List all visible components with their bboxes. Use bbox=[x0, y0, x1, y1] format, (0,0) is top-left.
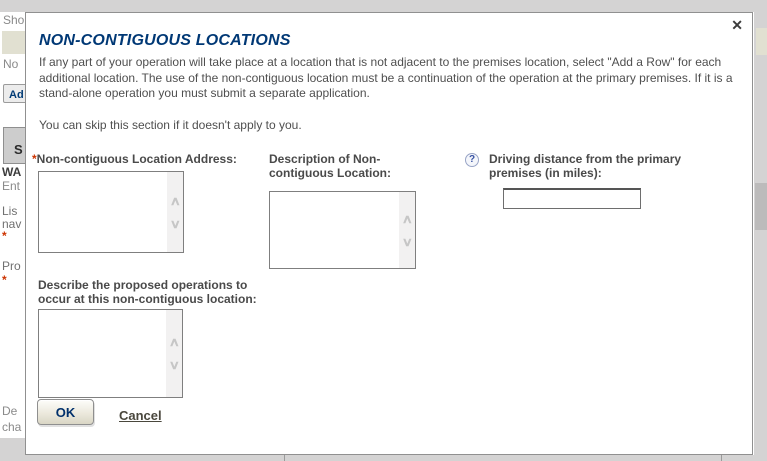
dialog-title: NON-CONTIGUOUS LOCATIONS bbox=[39, 32, 291, 49]
background-text-nav: nav bbox=[2, 217, 22, 231]
background-text-show: Sho bbox=[3, 13, 25, 27]
close-icon[interactable]: ✕ bbox=[731, 17, 743, 33]
scrollbar-down-icon[interactable]: ∨ bbox=[169, 216, 181, 231]
address-scrollbar[interactable] bbox=[167, 172, 183, 252]
background-beige-bar-right bbox=[756, 28, 767, 55]
operations-textarea[interactable] bbox=[39, 310, 166, 397]
operations-label: Describe the proposed operations to occur at this non-contiguous location: bbox=[38, 278, 257, 306]
background-text-no: No bbox=[3, 57, 19, 71]
background-table-border bbox=[721, 455, 722, 461]
scrollbar-up-icon[interactable]: ∧ bbox=[401, 211, 413, 226]
description-scrollbar[interactable] bbox=[399, 192, 415, 268]
background-required-asterisk: * bbox=[2, 273, 7, 287]
description-textarea[interactable] bbox=[270, 192, 399, 268]
background-right-strip bbox=[754, 0, 767, 461]
background-scrollbar-thumb[interactable] bbox=[755, 183, 767, 230]
driving-distance-label: Driving distance from the primary premises (in miles): bbox=[489, 152, 682, 180]
background-add-row-button[interactable]: Ad bbox=[3, 84, 31, 103]
background-left-panel bbox=[0, 438, 26, 461]
background-text-cha: cha bbox=[2, 420, 22, 434]
address-label bbox=[32, 152, 262, 166]
description-label: Description of Non-contiguous Location: bbox=[269, 152, 391, 180]
address-label-text: Non-contiguous Location Address: bbox=[36, 152, 237, 166]
background-top-strip bbox=[0, 0, 767, 12]
required-marker: * bbox=[32, 152, 37, 166]
background-bottom-strip bbox=[0, 455, 767, 461]
background-section-tab[interactable]: S bbox=[3, 127, 33, 164]
background-required-asterisk: * bbox=[2, 229, 7, 243]
non-contiguous-locations-dialog bbox=[25, 12, 753, 455]
background-text-wa: WA bbox=[2, 165, 22, 179]
scrollbar-up-icon[interactable]: ∧ bbox=[169, 193, 181, 208]
background-table-border bbox=[284, 455, 285, 461]
driving-distance-input[interactable] bbox=[503, 188, 641, 209]
background-text-des: De bbox=[2, 404, 18, 418]
background-text-pro: Pro bbox=[2, 259, 21, 273]
operations-textarea-box bbox=[38, 309, 183, 398]
scrollbar-down-icon[interactable]: ∨ bbox=[401, 234, 413, 249]
cancel-link[interactable]: Cancel bbox=[119, 408, 162, 423]
background-text-ent: Ent bbox=[2, 179, 21, 193]
dialog-skip-note: You can skip this section if it doesn't apply to you. bbox=[39, 118, 302, 132]
scrollbar-down-icon[interactable]: ∨ bbox=[168, 358, 180, 372]
description-textarea-box bbox=[269, 191, 416, 269]
background-text-lis: Lis bbox=[2, 204, 18, 218]
address-textarea-box bbox=[38, 171, 184, 253]
scrollbar-up-icon[interactable]: ∧ bbox=[168, 335, 180, 349]
background-beige-bar-left bbox=[2, 31, 26, 54]
operations-scrollbar[interactable] bbox=[166, 310, 182, 397]
address-textarea[interactable] bbox=[39, 172, 167, 252]
help-icon[interactable]: ? bbox=[465, 153, 479, 167]
ok-button[interactable]: OK bbox=[37, 399, 94, 425]
dialog-intro-text: If any part of your operation will take place at a location that is not adjacent to the premises location, select "Add a Row" for each additional location. The use of the non-contiguous location must be a continuation of the operation at the primary premises. If it is a stand-alone operation you must submit a separate application. bbox=[39, 55, 733, 100]
